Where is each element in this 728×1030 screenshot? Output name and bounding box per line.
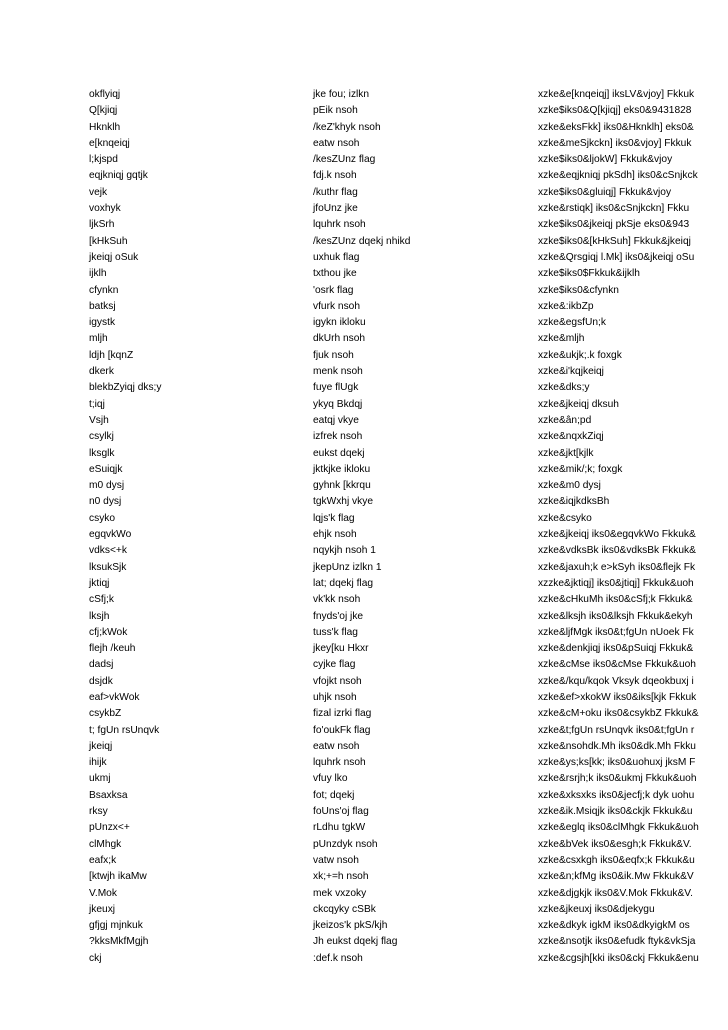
address-cell: xzke&i'kqjkeiqj [538, 366, 604, 378]
table-row [0, 478, 728, 494]
address-cell: xzke$iks0&gluiqj] Fkkuk&vjoy [538, 186, 672, 198]
village-cell: eqjkniqj gqtjk [89, 170, 148, 182]
name-cell: eatw nsoh [313, 740, 360, 752]
name-cell: rLdhu tgkW [313, 822, 366, 834]
address-cell: xzke&jkeiqj iks0&egqvkWo Fkkuk& [538, 529, 696, 541]
table-row [0, 364, 728, 380]
table-row [0, 380, 728, 396]
name-cell: fot; dqekj [313, 789, 355, 801]
table-row [0, 886, 728, 902]
village-cell: ljkSrh [89, 219, 115, 231]
table-row [0, 234, 728, 250]
address-cell: xzke&m0 dysj [538, 480, 601, 492]
address-cell: xzke&xksxks iks0&jecfj;k dyk uohu [538, 789, 695, 801]
table-row [0, 560, 728, 576]
village-cell: ?kksMkfMgjh [89, 936, 149, 948]
table-row [0, 527, 728, 543]
name-cell: dkUrh nsoh [313, 333, 366, 345]
table-row [0, 462, 728, 478]
address-cell: xzke&nsohdk.Mh iks0&dk.Mh Fkku [538, 740, 696, 752]
table-row [0, 266, 728, 282]
address-cell: xzke&nqxkZiqj [538, 431, 604, 443]
name-cell: fo'oukFk flag [313, 724, 371, 736]
address-cell: xzke$iks0&cfynkn [538, 284, 619, 296]
village-cell: blekbZyiqj dks;y [89, 382, 162, 394]
address-cell: xzke&ukjk;.k foxgk [538, 349, 622, 361]
address-cell: xzke&cgsjh[kki iks0&ckj Fkkuk&enu [538, 952, 699, 964]
spreadsheet-table [0, 87, 728, 1027]
name-cell: lquhrk nsoh [313, 757, 366, 769]
table-row [0, 820, 728, 836]
table-row [0, 674, 728, 690]
table-row [0, 103, 728, 119]
address-cell: xzke&csyko [538, 512, 592, 524]
village-cell: lksjh [89, 610, 110, 622]
name-cell: jke fou; izlkn [313, 89, 370, 100]
name-cell: jkeizos'k pkS/kjh [313, 920, 388, 932]
address-cell: xzzke&jktiqj] iks0&jtiqj] Fkkuk&uoh [538, 577, 694, 589]
address-cell: xzke&dkyk igkM iks0&dkyigkM os [538, 920, 690, 932]
village-cell: jktiqj [89, 577, 110, 589]
table-row [0, 609, 728, 625]
village-cell: t; fgUn rsUnqvk [89, 724, 160, 736]
name-cell: /kesZUnz dqekj nhikd [313, 235, 411, 247]
village-cell: ukmj [89, 773, 111, 785]
table-row [0, 657, 728, 673]
village-cell: dadsj [89, 659, 114, 671]
table-row [0, 755, 728, 771]
table-row [0, 413, 728, 429]
name-cell: igykn ikloku [313, 317, 366, 329]
name-cell: gyhnk [kkrqu [313, 480, 371, 492]
village-cell: jkeiqj [89, 740, 113, 752]
address-cell: xzke$iks0&jkeiqj pkSje eks0&943 [538, 219, 690, 231]
name-cell: jkey[ku Hkxr [313, 643, 369, 655]
table-row [0, 739, 728, 755]
name-cell: ehjk nsoh [313, 529, 357, 541]
table-row [0, 934, 728, 950]
village-cell: csylkj [89, 431, 114, 443]
village-cell: ckj [89, 952, 102, 964]
table-row [0, 641, 728, 657]
village-cell: batksj [89, 300, 116, 312]
name-cell: /kesZUnz flag [313, 154, 376, 166]
name-cell: txthou jke [313, 268, 357, 280]
name-cell: lat; dqekj flag [313, 577, 374, 589]
table-row [0, 788, 728, 804]
address-cell: xzke&meSjkckn] iks0&vjoy] Fkkuk [538, 137, 692, 149]
address-cell: xzke&nsotjk iks0&efudk ftyk&vkSja [538, 936, 696, 948]
name-cell: jktkjke ikloku [313, 463, 371, 475]
name-cell: mek vxzoky [313, 887, 367, 899]
address-cell: xzke$iks0&ljokW] Fkkuk&vjoy [538, 154, 673, 166]
address-cell: xzke&n;kfMg iks0&ik.Mw Fkkuk&V [538, 871, 694, 883]
address-cell: xzke$iks0&Q[kjiqj] eks0&9431828 [538, 105, 692, 117]
address-cell: xzke$iks0&[kHkSuh] Fkkuk&jkeiqj [538, 235, 691, 247]
address-cell: xzke&lksjh iks0&lksjh Fkkuk&ekyh [538, 610, 693, 622]
village-cell: V.Mok [89, 887, 117, 899]
village-cell: csykbZ [89, 708, 122, 720]
name-cell: vfurk nsoh [313, 300, 360, 312]
village-cell: eafx;k [89, 854, 117, 866]
address-cell: xzke&vdksBk iks0&vdksBk Fkkuk& [538, 545, 696, 557]
address-cell: xzke&cMse iks0&cMse Fkkuk&uoh [538, 659, 696, 671]
name-cell: foUns'oj flag [313, 806, 369, 818]
name-cell: uxhuk flag [313, 251, 360, 263]
name-cell: xk;+=h nsoh [313, 871, 369, 883]
village-cell: okflyiqj [89, 89, 121, 100]
table-row [0, 511, 728, 527]
table-row [0, 918, 728, 934]
name-cell: :def.k nsoh [313, 952, 363, 964]
address-cell: xzke&denkjiqj iks0&pSuiqj Fkkuk& [538, 643, 694, 655]
address-cell: xzke&eqjkniqj pkSdh] iks0&cSnjkck [538, 170, 698, 182]
address-cell: xzke&ân;pd [538, 414, 592, 426]
address-cell: xzke&cHkuMh iks0&cSfj;k Fkkuk& [538, 594, 693, 606]
address-cell: xzke&bVek iks0&esgh;k Fkkuk&V. [538, 838, 692, 850]
address-cell: xzke&e[knqeiqj] iksLV&vjoy] Fkkuk [538, 89, 695, 100]
village-cell: cfj;kWok [89, 626, 128, 638]
table-row [0, 217, 728, 233]
address-cell: xzke&Qrsgiqj l.Mk] iks0&jkeiqj oSu [538, 251, 695, 263]
table-row [0, 152, 728, 168]
village-cell: mljh [89, 333, 108, 345]
address-cell: xzke&:ikbZp [538, 300, 594, 312]
name-cell: uhjk nsoh [313, 691, 357, 703]
village-cell: dsjdk [89, 675, 113, 687]
address-cell: xzke&ef>xkokW iks0&iks[kjk Fkkuk [538, 691, 697, 703]
table-row [0, 543, 728, 559]
village-cell: rksy [89, 806, 108, 818]
address-cell: xzke&egsfUn;k [538, 317, 606, 329]
address-cell: xzke&rstiqk] iks0&cSnjkckn] Fkku [538, 203, 690, 215]
address-cell: xzke&jaxuh;k e>kSyh iks0&flejk Fk [538, 561, 696, 573]
name-cell: tgkWxhj vkye [313, 496, 374, 508]
table-row [0, 201, 728, 217]
village-cell: jkeuxj [89, 903, 116, 915]
address-cell: xzke&rsrjh;k iks0&ukmj Fkkuk&uoh [538, 773, 697, 785]
village-cell: vdks<+k [89, 545, 127, 557]
table-row [0, 250, 728, 266]
table-row [0, 136, 728, 152]
village-cell: [ktwjh ikaMw [89, 871, 147, 883]
name-cell: tuss'k flag [313, 626, 358, 638]
table-row [0, 837, 728, 853]
name-cell: nqykjh nsoh 1 [313, 545, 376, 557]
village-cell: jkeiqj oSuk [89, 251, 139, 263]
village-cell: dkerk [89, 366, 114, 378]
village-cell: vejk [89, 186, 108, 198]
village-cell: ijklh [89, 268, 107, 280]
name-cell: 'osrk flag [313, 284, 354, 296]
village-cell: eaf>vkWok [89, 691, 140, 703]
address-cell: xzke&eksFkk] iks0&Hknklh] eks0& [538, 121, 694, 133]
table-row [0, 576, 728, 592]
table-row [0, 429, 728, 445]
address-cell: xzke&jkeuxj iks0&djekygu [538, 903, 655, 915]
name-cell: eatw nsoh [313, 137, 360, 149]
address-cell: xzke&t;fgUn rsUnqvk iks0&t;fgUn r [538, 724, 695, 736]
name-cell: ykyq Bkdqj [313, 398, 363, 410]
address-cell: xzke&ik.Msiqjk iks0&ckjk Fkkuk&u [538, 806, 693, 818]
village-cell: Q[kjiqj [89, 105, 118, 117]
name-cell: fuye flUgk [313, 382, 359, 394]
address-cell: xzke&ys;ks[kk; iks0&uohuxj jksM F [538, 757, 696, 769]
name-cell: pEik nsoh [313, 105, 358, 117]
name-cell: izfrek nsoh [313, 431, 363, 443]
name-cell: pUnzdyk nsoh [313, 838, 378, 850]
village-cell: gfjgj mjnkuk [89, 920, 143, 932]
table-row [0, 625, 728, 641]
table-row [0, 348, 728, 364]
table-row [0, 869, 728, 885]
name-cell: jkepUnz izlkn 1 [313, 561, 382, 573]
address-cell: xzke&dks;y [538, 382, 590, 394]
table-row [0, 804, 728, 820]
name-cell: lquhrk nsoh [313, 219, 366, 231]
address-cell: xzke&mik/;k; foxgk [538, 463, 623, 475]
village-cell: pUnzx<+ [89, 822, 130, 834]
village-cell: eSuiqjk [89, 463, 123, 475]
name-cell: fizal izrki flag [313, 708, 372, 720]
address-cell: xzke&ljfMgk iks0&t;fgUn nUoek Fk [538, 626, 694, 638]
village-cell: m0 dysj [89, 480, 125, 492]
table-row [0, 446, 728, 462]
table-row [0, 592, 728, 608]
village-cell: cSfj;k [89, 594, 114, 606]
village-cell: Bsaxksa [89, 789, 128, 801]
name-cell: fjuk nsoh [313, 349, 354, 361]
village-cell: egqvkWo [89, 529, 132, 541]
village-cell: e[knqeiqj [89, 137, 130, 149]
name-cell: ckcqyky cSBk [313, 903, 376, 915]
village-cell: flejh /keuh [89, 643, 136, 655]
address-cell: xzke&jkt[kjlk [538, 447, 594, 459]
name-cell: vatw nsoh [313, 854, 359, 866]
name-cell: eatqj vkye [313, 414, 359, 426]
table-row [0, 331, 728, 347]
village-cell: ldjh [kqnZ [89, 349, 134, 361]
table-row [0, 185, 728, 201]
address-cell: xzke&djgkjk iks0&V.Mok Fkkuk&V. [538, 887, 693, 899]
village-cell: csyko [89, 512, 116, 524]
village-cell: ihijk [89, 757, 107, 769]
name-cell: /kuthr flag [313, 186, 358, 198]
village-cell: cfynkn [89, 284, 119, 296]
table-row [0, 951, 728, 967]
name-cell: fdj.k nsoh [313, 170, 357, 182]
table-row [0, 494, 728, 510]
table-row [0, 168, 728, 184]
table-row [0, 690, 728, 706]
village-cell: lksukSjk [89, 561, 127, 573]
name-cell: vk'kk nsoh [313, 594, 361, 606]
village-cell: igystk [89, 317, 116, 329]
village-cell: n0 dysj [89, 496, 122, 508]
name-cell: /keZ'khyk nsoh [313, 121, 381, 133]
name-cell: cyjke flag [313, 659, 356, 671]
table-row [0, 853, 728, 869]
address-cell: xzke&/kqu/kqok Vksyk dqeokbuxj i [538, 675, 694, 687]
address-cell: xzke&csxkgh iks0&eqfx;k Fkkuk&u [538, 854, 695, 866]
village-cell: Vsjh [89, 414, 109, 426]
village-cell: Hknklh [89, 121, 121, 133]
village-cell: clMhgk [89, 838, 122, 850]
name-cell: menk nsoh [313, 366, 363, 378]
address-cell: xzke$iks0$Fkkuk&ijklh [538, 268, 640, 280]
name-cell: vfojkt nsoh [313, 675, 362, 687]
name-cell: Jh eukst dqekj flag [313, 936, 398, 948]
village-cell: voxhyk [89, 203, 121, 215]
table-row [0, 283, 728, 299]
table-row [0, 397, 728, 413]
address-cell: xzke&cM+oku iks0&csykbZ Fkkuk& [538, 708, 699, 720]
address-cell: xzke&eglq iks0&clMhgk Fkkuk&uoh [538, 822, 699, 834]
name-cell: vfuy lko [313, 773, 348, 785]
table-row [0, 87, 728, 103]
table-row [0, 299, 728, 315]
name-cell: lqjs'k flag [313, 512, 355, 524]
table-row [0, 771, 728, 787]
village-cell: l;kjspd [89, 154, 118, 166]
name-cell: fnyds'oj jke [313, 610, 364, 622]
village-cell: [kHkSuh [89, 235, 128, 247]
table-row [0, 315, 728, 331]
name-cell: jfoUnz jke [313, 203, 358, 215]
table-row [0, 706, 728, 722]
name-cell: eukst dqekj [313, 447, 365, 459]
table-row [0, 120, 728, 136]
address-cell: xzke&mljh [538, 333, 585, 345]
village-cell: lksglk [89, 447, 115, 459]
address-cell: xzke&jkeiqj dksuh [538, 398, 619, 410]
table-row [0, 723, 728, 739]
address-cell: xzke&iqjkdksBh [538, 496, 610, 508]
village-cell: t;iqj [89, 398, 105, 410]
table-row [0, 902, 728, 918]
